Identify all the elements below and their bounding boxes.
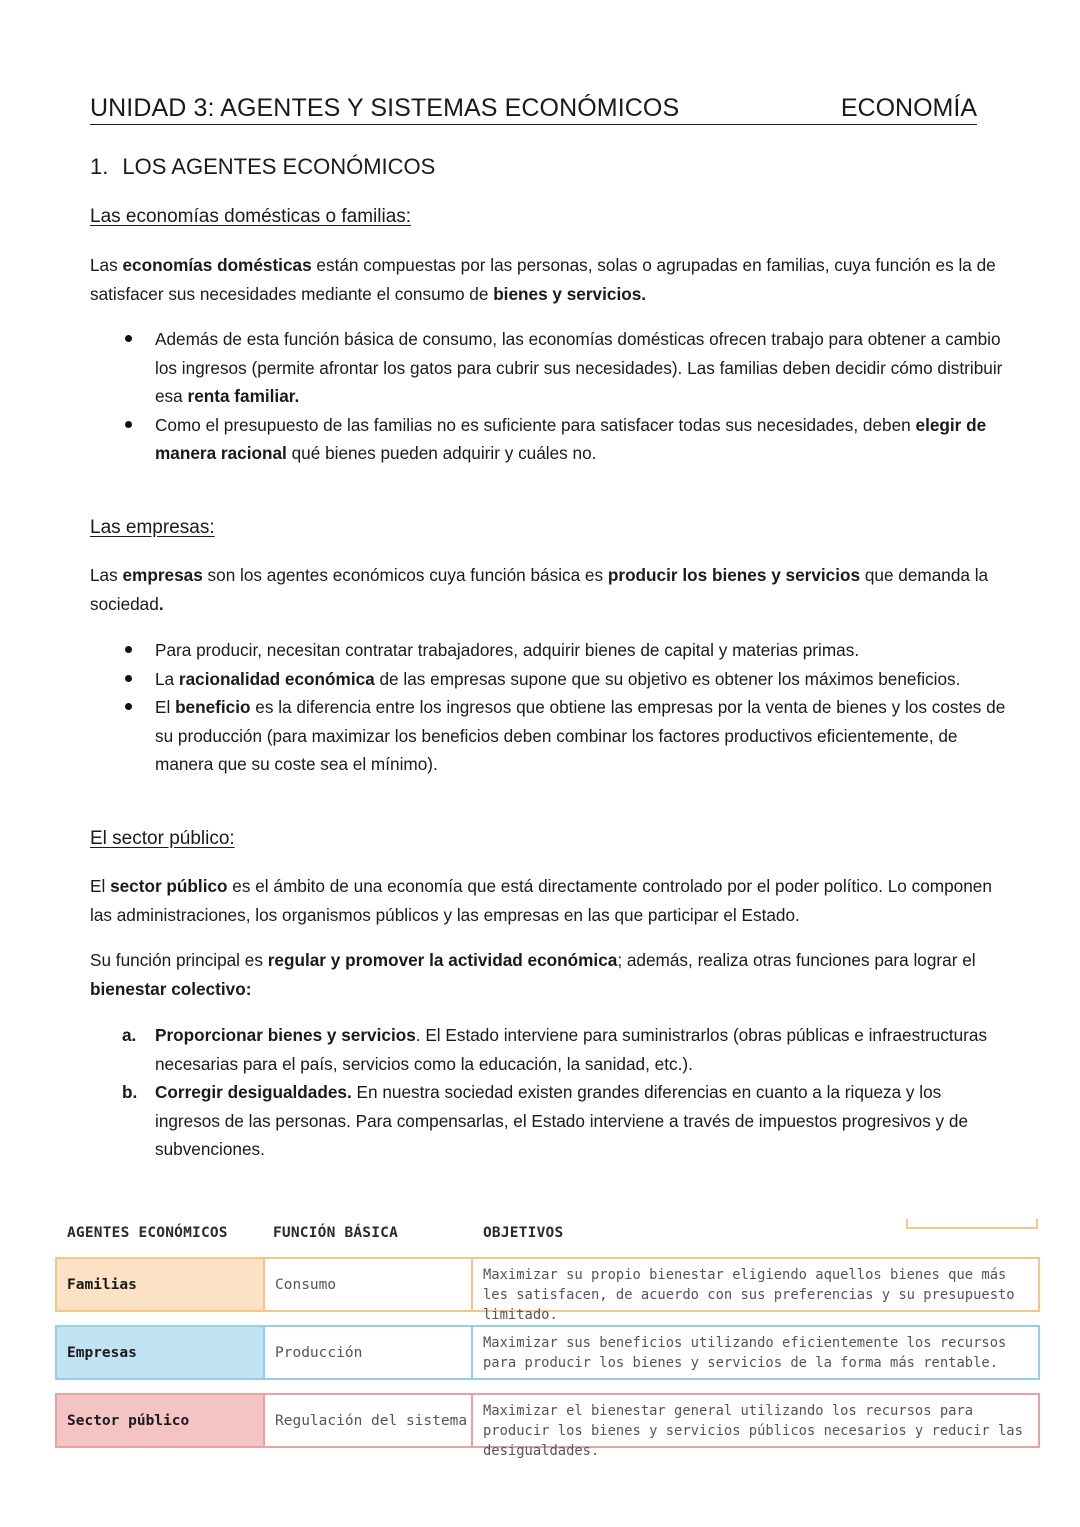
decorative-corner-bracket bbox=[906, 1219, 1038, 1229]
list-item: El beneficio es la diferencia entre los ingresos que obtiene las empresas por la venta de bienes y los costes de su producción (para maximizar los beneficios deben combinar los factores productivos eficientemente, de manera que su coste sea el mínimo). bbox=[110, 693, 1010, 779]
list-item: a. Proporcionar bienes y servicios. El Estado interviene para suministrarlos (obras públicas e infraestructuras necesarias para el país, servicios como la educación, la sanidad, etc.). bbox=[122, 1025, 988, 1074]
objective-cell: Maximizar su propio bienestar eligiendo aquellos bienes que más les satisfacen, de acuerdo con sus preferencias y su presupuesto limitado. bbox=[483, 1267, 1015, 1323]
unit-header bbox=[90, 92, 977, 125]
companies-intro: Las empresas son los agentes económicos cuya función básica es producir los bienes y servicios que demanda la sociedad. bbox=[90, 565, 989, 614]
public-sector-function: Su función principal es regular y promover la actividad económica; además, realiza otras funciones para lograr el bienestar colectivo: bbox=[90, 950, 976, 999]
agent-cell: Sector público bbox=[57, 1395, 263, 1446]
list-item: Como el presupuesto de las familias no es suficiente para satisfacer todas sus necesidades, deben elegir de manera racional qué bienes pueden adquirir y cuáles no. bbox=[110, 411, 1010, 468]
agents-summary-table bbox=[55, 1215, 1040, 1459]
section-heading bbox=[90, 152, 435, 182]
function-cell: Regulación del sistema bbox=[263, 1395, 473, 1446]
companies-bullet-list bbox=[110, 636, 1010, 779]
section-title: LOS AGENTES ECONÓMICOS bbox=[122, 154, 436, 179]
table-header-agents: AGENTES ECONÓMICOS bbox=[67, 1225, 228, 1241]
function-cell: Producción bbox=[263, 1327, 473, 1378]
table-row bbox=[55, 1393, 1040, 1459]
list-item: b. Corregir desigualdades. En nuestra sociedad existen grandes diferencias en cuanto a la riqueza y los ingresos de las personas. Para compensarlas, el Estado interviene a través de impuestos progresivos y de subvenciones. bbox=[122, 1082, 969, 1159]
companies-heading: Las empresas: bbox=[90, 517, 215, 538]
families-bullet-list bbox=[110, 325, 1010, 468]
table-header-objectives: OBJETIVOS bbox=[483, 1225, 564, 1241]
unit-title: UNIDAD 3: AGENTES Y SISTEMAS ECONÓMICOS bbox=[90, 94, 680, 122]
list-item: Para producir, necesitan contratar trabajadores, adquirir bienes de capital y materias primas. bbox=[110, 636, 1010, 665]
public-sector-heading: El sector público: bbox=[90, 828, 235, 849]
objective-cell: Maximizar sus beneficios utilizando eficientemente los recursos para producir los bienes y servicios de la forma más rentable. bbox=[483, 1335, 1007, 1371]
section-number: 1. bbox=[90, 154, 109, 179]
table-row bbox=[55, 1257, 1040, 1323]
subject-title: ECONOMÍA bbox=[840, 94, 977, 122]
list-item: Además de esta función básica de consumo, las economías domésticas ofrecen trabajo para obtener a cambio los ingresos (permite afrontar los gatos para cubrir sus necesidades). Las familias deben decidir cómo distribuir esa renta familiar. bbox=[110, 325, 1010, 411]
objective-cell: Maximizar el bienestar general utilizando los recursos para producir los bienes y servicios públicos necesarios y reducir las desigualdades. bbox=[483, 1403, 1023, 1459]
function-cell: Consumo bbox=[263, 1259, 473, 1310]
families-heading: Las economías domésticas o familias: bbox=[90, 206, 412, 227]
list-item: La racionalidad económica de las empresas supone que su objetivo es obtener los máximos beneficios. bbox=[110, 665, 1010, 694]
agent-cell: Empresas bbox=[57, 1327, 263, 1378]
public-sector-function-list bbox=[110, 1021, 1010, 1164]
table-header-function: FUNCIÓN BÁSICA bbox=[273, 1225, 399, 1241]
table-row bbox=[55, 1325, 1040, 1380]
agent-cell: Familias bbox=[57, 1259, 263, 1310]
public-sector-intro: El sector público es el ámbito de una economía que está directamente controlado por el poder político. Lo componen las administraciones, los organismos públicos y las empresas en las que participar el Estado. bbox=[90, 876, 992, 925]
families-intro: Las economías domésticas están compuestas por las personas, solas o agrupadas en familias, cuya función es la de satisfacer sus necesidades mediante el consumo de bienes y servicios. bbox=[90, 255, 996, 304]
